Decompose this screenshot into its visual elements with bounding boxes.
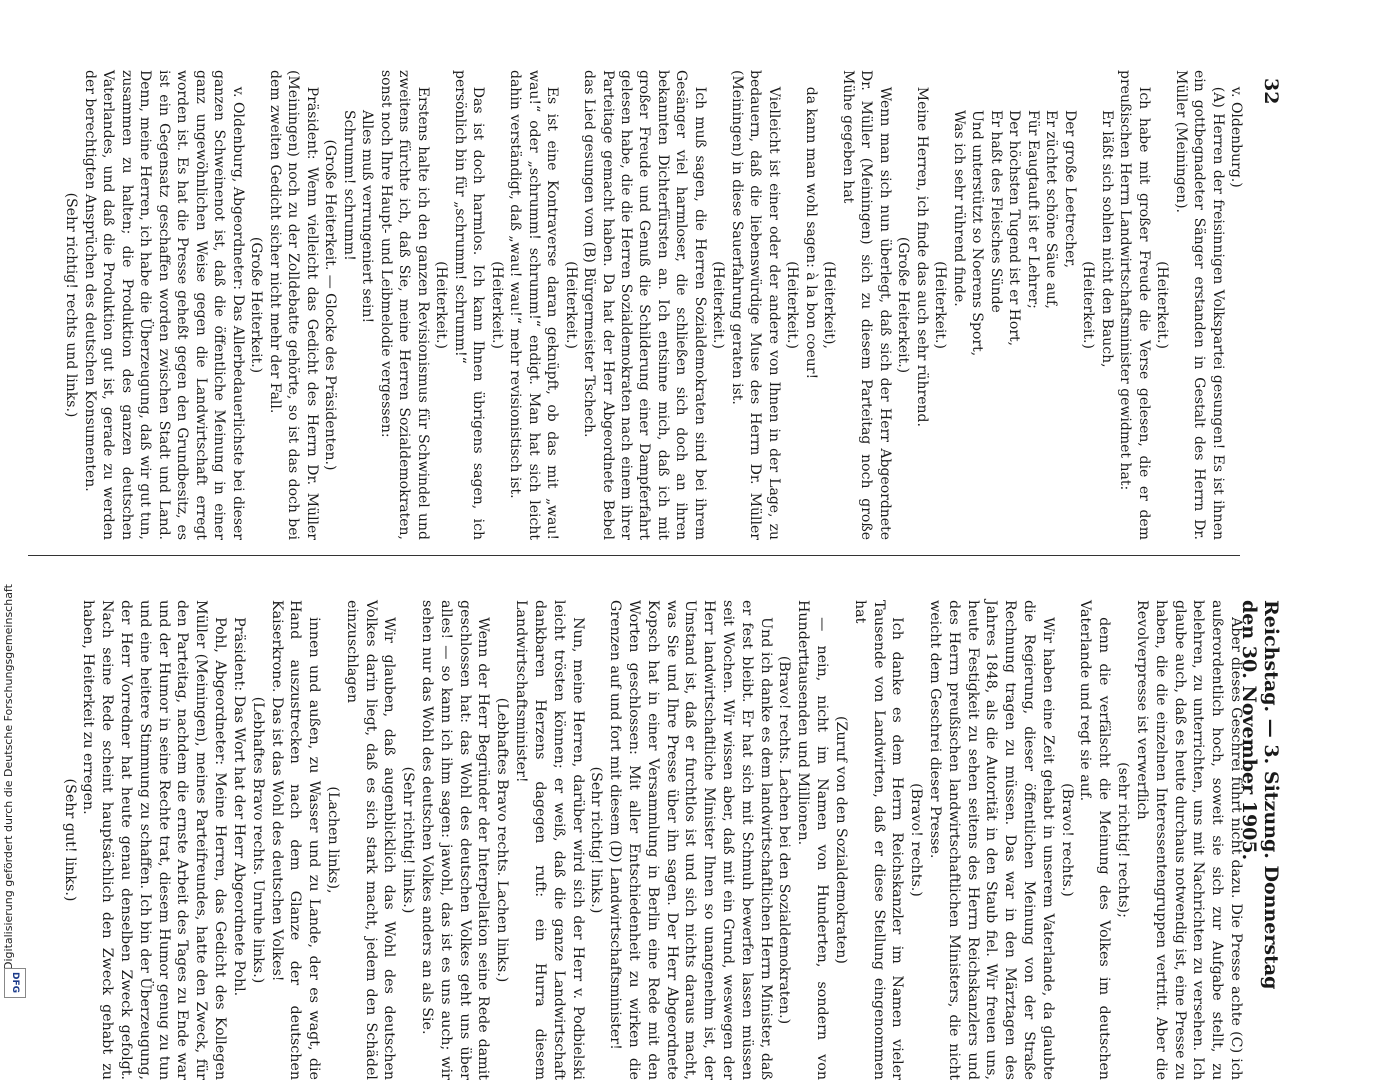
running-head: Reichstag. — 3. Sitzung. Donnerstag den 30. November 1905. [1238,600,1282,990]
digitization-sidebar [0,0,28,1000]
paragraph: denn die verfälscht die Meinung des Volkes im deutschen Vaterlande und regt sie auf. [1077,600,1113,1080]
paragraph: da kann man wohl sagen: à la bon coeur! [802,86,819,380]
stage-direction: (Lebhaftes Bravo rechts. Lachen links.) [494,697,511,983]
right-column [60,600,1245,1080]
paragraph: innen und außen, zu Wasser und zu Lande, der es wagt, die Hand auszustrecken nach dem Glanze der deutschen Kaiserkrone. Das ist das Wohl des deutschen Volkes! [268,600,323,1080]
paragraph: Präsident: Wenn vielleicht das Gedicht des Herrn Dr. Müller (Meiningen) noch zu der Zolldebatte gehörte, so ist das doch bei dem zweiten Gedicht sicher nicht mehr der Fall. [266,70,320,540]
page-number: 32 [1260,78,1282,105]
paragraph: Wenn der Herr Begründer der Interpellation seine Rede damit geschlossen hat: das Wohl des deutschen Volkes geht uns über alles! — so kann ich ihm sagen: jawohl, das ist es uns auch; wir sehen nur das Wohl des deutschen Volkes anders an als Sie. [419,600,492,1080]
stage-direction: (Heiterkeit), [821,261,838,349]
paragraph: Erstens halte ich den ganzen Revisionismus für Schwindel und zweitens fürchte ich, daß Sie, meine Herren Sozialdemokraten, sonst noch Ihre Haupt- und Leibmelodie vergessen: [377,70,431,540]
stage-direction: (Bravo! rechts.) [1058,783,1075,897]
stage-direction: (Sehr richtig! links.) [400,766,417,914]
verse-line: Alles muß verrungeniert sein! [359,110,376,324]
verse-line: Er züchtet schöne Säue auf, [1043,110,1060,310]
paragraph: Das ist doch harmlos. Ich kann Ihnen übrigens sagen, ich persönlich bin für „schrumm! schrumm!“ [451,70,487,540]
paragraph: Ich danke es dem Herrn Reichskanzler im Namen vieler Tausende von Landwirten, daß er diese Stellung eingenommen hat [851,600,906,1080]
dfg-credit: Digitalisierung gefördert durch die Deutsche Forschungsgemeinschaft [2,584,15,970]
verse-line: Für Eaugtauft ist er Lehrer; [1024,110,1041,309]
stage-direction: (Heiterkeit.) [488,261,505,349]
dfg-logo: DFG [4,968,26,998]
stage-direction: (Bravo! rechts. Lachen bei den Sozialdemokraten.) [776,655,793,1025]
stage-direction: (Sehr richtig! rechts und links.) [63,192,80,418]
paragraph: Ich habe mit großer Freude die Verse gelesen, die er dem preußischen Herrn Landwirtschaftsminister gewidmet hat: [1117,70,1152,540]
paragraph: (A) Herren der freisinnigen Volkspartei gesungen! Es ist ihnen ein gottbegnadeter Sänger erstanden in Gestalt des Herrn Dr. Müller (Meiningen). [1172,70,1226,540]
paragraph: Wir haben eine Zeit gehabt in unserem Vaterlande, da glaubte die Regierung, dieser öffentlichen Meinung von der Straße Rechnung tragen zu müssen. Das war in den Märztagen des Jahres 1848, als die Autorität in den Staub fiel. Wir freuen uns, heute Festigkeit zu sehen seitens des Herrn Reichskanzlers und des Herrn preußischen landwirtschaftlichen Ministers, die nicht weicht dem Geschrei dieser Presse. [927,600,1056,1080]
stage-direction: (Große Heiterkeit. — Glocke des Präsidenten.) [322,139,339,471]
stage-direction: (Zuruf von den Sozialdemokraten) [832,716,849,964]
stage-direction: (sehr richtig! rechts); [1115,762,1132,918]
verse-line: Was ich sehr rührend finde. [950,110,967,307]
paragraph: Pohl, Abgeordneter: Meine Herren, das Gedicht des Kollegen Müller (Meiningen), meines Parteifreundes, hatte den Zweck, für den Parteitag, nachdem die ernste Arbeit des Tages zu Ende war und der Humor in seine Rechte trat, diesem Humor genug zu tun und eine heitere Stimmung zu schaffen. Ich bin der Überzeugung, der Herr Vorredner hat heute genau denselben Zweck gefolgt. Nach seine Rede scheint hauptsächlich den Zweck gehabt zu haben, Heiterkeit zu erregen. [80,600,229,1080]
paragraph: Wir glauben, daß augenblicklich das Wohl des deutschen Volkes darin liegt, daß es sich stark macht, jedem den Schädel einzuschlagen [343,600,398,1080]
stage-direction: (Heiterkeit.) [1080,261,1097,349]
paragraph: Ich muß sagen, die Herren Sozialdemokraten sind bei ihrem Gesänger viel harmloser, die schließen sich doch an ihren bekannten Dichterfürsten an. Ich entsinne mich, daß ich mit großer Freude und Genuß die Schilderung einer Dampferfahrt gelesen habe, die die Herren Sozialdemokraten nach einem ihrer Parteitage gemacht haben. Da hat der Herr Abgeordnete Bebel das Lied gesungen vom (B) Bürgermeister Tschech. [581,70,708,540]
verse-line: Der große Leetrecher, [1061,110,1078,269]
paragraph: Nun, meine Herren, darüber wird sich der Herr v. Podbielski leicht trösten können; er weiß, daß die ganze Landwirtschaft dankbaren Herzens dagegen ruft: ein Hurra diesem Landwirtschaftsminister! [513,600,586,1080]
verse-line: Und unterstützt so Noerens Sport, [969,110,986,357]
stage-direction: (Sehr richtig! links.) [588,766,605,914]
paragraph: Und ich danke es dem landwirtschaftlichen Herrn Minister, daß er fest bleibt. Er hat sich mit Schmuh bewerfen lassen müssen seit Wochen. Wir wissen aber, daß mit ein Grund, weswegen der Herr landwirtschaftliche Minister Ihnen so unangenehm ist, der Umstand ist, daß er furchtlos ist und sich nichts daraus macht, was Sie und Ihre Presse über ihn sagen. Der Herr Abgeordnete Kopsch hat in einer Versammlung in Berlin eine Rede mit den Worten geschlossen: Mit aller Entschiedenheit zu wirken die Grenzen auf und fort mit diesem (D) Landwirtschaftsminister! [607,600,774,1080]
page-header [1238,0,1290,1000]
stage-direction: (Heiterkeit.) [710,261,727,349]
stage-direction: (Heiterkeit.) [562,261,579,349]
verse-line: Er haßt des Fleisches Sünde [987,110,1004,313]
paragraph: — nein, nicht im Namen von Hunderten, sondern von Hunderttausenden und Millionen. [795,600,831,1080]
paragraph: Präsident: Das Wort hat der Herr Abgeordnete Pohl. [230,617,247,997]
paragraph: Aber dieses Geschrei führt nicht dazu. Die Presse achte (C) ich außerordentlich hoch, soweit sie sich zur Aufgabe stellt, zu belehren, zu unterrichten, uns mit Nachrichten zu versehen. Ich glaube auch, daß es heute durchaus notwendig ist, eine Presse zu haben, die die einzelnen Interessentengruppen vertritt. Aber die Revolverpresse ist verwerflich [1133,600,1244,1080]
stage-direction: (Heiterkeit.) [932,261,949,349]
left-column [62,70,1245,540]
paragraph: v. Oldenburg, Abgeordneter: Das Allerbedauerlichste bei dieser ganzen Schweinenot ist, daß die öffentliche Meinung in einer ganz ungewöhnlichen Weise gegen die Landwirtschaft erregt worden ist. Es hat die Presse geheßt gegen den Grundbesitz, es ist ein Gegensatz geschaffen worden zwischen Stadt und Land. Denn, meine Herren, ich habe die Überzeugung, daß wir gut tun, zusammen zu halten; die Produktion des ganzen deutschen Vaterlandes, und daß die Produktion gut ist, gerade zu werden der berechtigten Ansprüchen des deutschen Konsumenten. [81,70,246,540]
paragraph: Meine Herren, ich finde das auch sehr rührend. [913,86,930,427]
stage-direction: (Lachen links), [325,786,341,894]
stage-direction: (Lebhaftes Bravo rechts. Unruhe links.) [249,696,266,984]
verse-line: Schrumm! schrumm! [340,110,357,261]
stage-direction: (Heiterkeit.) [433,261,450,349]
stage-direction: (Bravo! rechts.) [908,783,925,897]
paragraph: v. Oldenburg.) [1228,86,1244,188]
stage-direction: (Große Heiterkeit.) [895,236,912,374]
paragraph: Vielleicht ist einer oder der andere von Ihnen in der Lage, zu bedauern, daß die liebenswürdige Muse des Herrn Dr. Müller (Meiningen) in diese Sauerfahrung geraten ist. [728,70,782,540]
column-divider [10,555,1240,556]
stage-direction: (Große Heiterkeit.) [248,236,265,374]
paragraph: Wenn man sich nun überlegt, daß sich der Herr Abgeordnete Dr. Müller (Meiningen) sich zu diesem Parteitag noch große Mühe gegeben hat [839,70,893,540]
paragraph: Es ist eine Kontraverse daran geknüpft, ob das mit „wau! wau!“ oder „schrumm! schrumm!“ endigt. Man hat sich leicht dahin verständigt, daß „wau! wau!“ mehr revisionistisch ist. [507,70,561,540]
stage-direction: (Heiterkeit.) [784,261,801,349]
stage-direction: (Sehr gut! links.) [61,778,78,902]
stage-direction: (Heiterkeit.) [1154,261,1171,349]
verse-line: Er läßt sich sohlen nicht den Bauch, [1098,110,1115,368]
verse-line: Der höchsten Tugend ist er Hort, [1006,110,1023,347]
